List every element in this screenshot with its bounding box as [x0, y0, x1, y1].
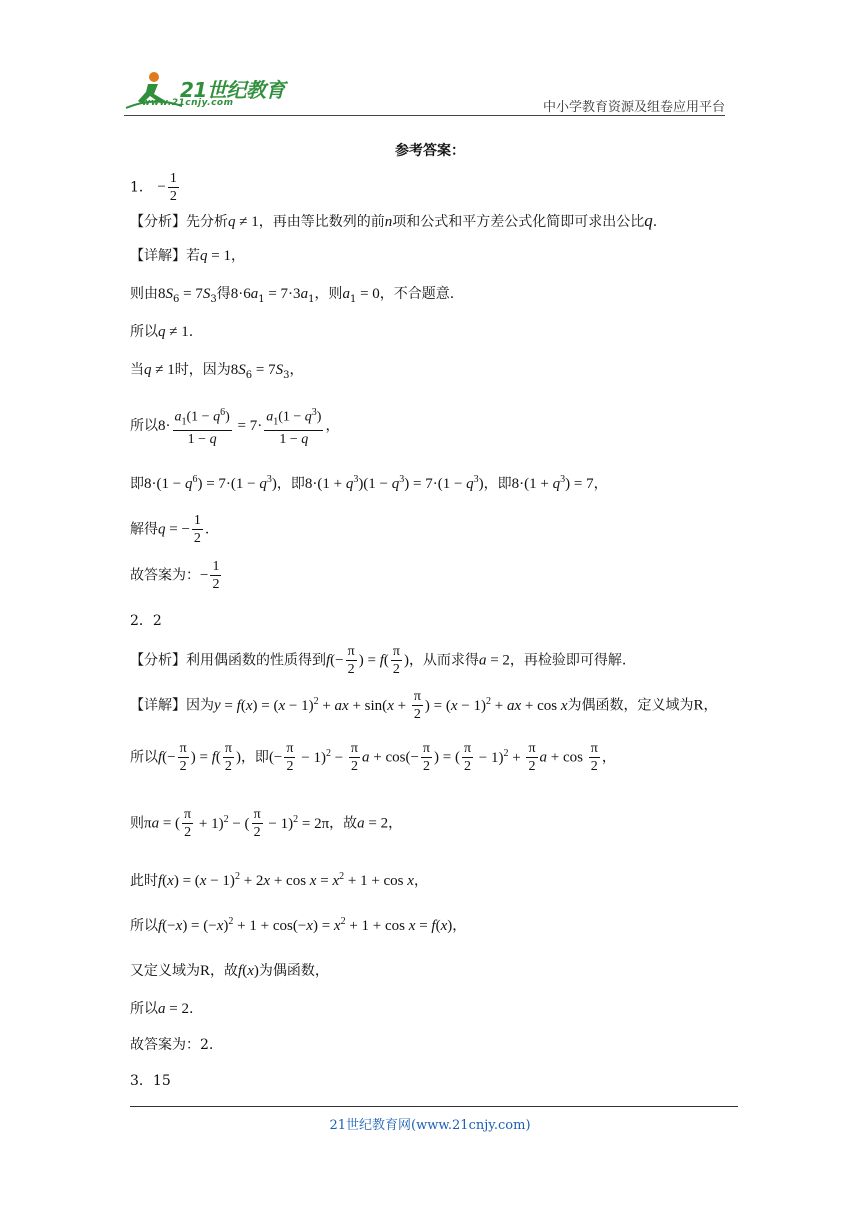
logo-brand: 21世纪教育	[180, 78, 285, 102]
q2-step-5: 所以$f(-x) = (-x)^2 + 1 + \cos(-x) = x^2 + 1 + \cos x = f(x)$，	[130, 916, 467, 934]
q2-step-3: 则πa = ( $\frac{\pi}{2}$ + 1)$^2$ − ( $\frac{\pi}{2}$ − 1)$^2$ = 2π，故a = 2，	[130, 807, 403, 840]
q2-step-4: 此时$f(x) = (x - 1)^2 + 2x + \cos x = x^2 + 1 + \cos x$，	[130, 871, 428, 889]
q2-detail: 【详解】因为$y = f(x) = (x - 1)^2$ + ax + sin(x + $\frac{\pi}{2}$ ) = $(x - 1)^2$ + ax + cos x为偶函数，定义域为R，	[130, 689, 718, 722]
q2-analysis: 【分析】利用偶函数的性质得到f(− $\frac{\pi}{2}$ ) = f( $\frac{\pi}{2}$ )，从而求得a = 2，再检验即可得解.	[130, 644, 627, 677]
q2-final: 故答案为：2.	[130, 1037, 214, 1053]
q1-answer: 1． − $\frac{1}{2}$	[130, 171, 177, 204]
platform-name: 中小学教育资源及组卷应用平台	[542, 100, 725, 115]
q1-step-2: 则由$8S_6 = 7S_3$得$8\cdot 6a_1 = 7\cdot 3a_1$，则$a_1 = 0$，不合题意.	[130, 286, 455, 305]
q1-step-5: 所以8· $\frac{a_1(1 - q^6)}{1 - q}$ = 7· $\frac{a_1(1 - q^3)}{1 - q}$ ，	[130, 404, 339, 448]
q2-step-2: 所以f(− $\frac{\pi}{2}$ ) = f( $\frac{\pi}{2}$ )，即(− $\frac{\pi}{2}$ − 1)$^2$ − $\frac{\pi}{2}$ a + cos(− $\frac{\pi}{2}$ ) = ( $\frac{\pi}{2}$ − 1)$^2$ + $\frac{\pi}{2}$ a + cos $\frac{\pi}{2}$ ，	[130, 741, 616, 774]
q2-step-7: 所以a = 2.	[130, 1001, 194, 1017]
q1-step-7: 解得q = − $\frac{1}{2}$ .	[130, 513, 210, 546]
q3-answer: 3．15	[130, 1073, 171, 1089]
q1-detail: 【详解】若q = 1，	[130, 248, 245, 264]
page-title: 参考答案：	[395, 143, 465, 159]
q1-analysis: 【分析】先分析q ≠ 1，再由等比数列的前n项和公式和平方差公式化简即可求出公比q.	[130, 211, 658, 230]
q2-step-6: 又定义域为R，故f(x)为偶函数，	[130, 963, 329, 979]
q1-step-4: 当q ≠ 1时，因为$8S_6 = 7S_3$，	[130, 362, 304, 381]
logo-url: www.21cnjy.com	[142, 98, 234, 108]
footer-divider	[130, 1106, 738, 1107]
q1-step-3: 所以q ≠ 1.	[130, 324, 194, 340]
footer-link[interactable]: 21世纪教育网(www.21cnjy.com)	[329, 1118, 531, 1133]
q2-answer: 2．2	[130, 613, 162, 629]
q1-final: 故答案为：− $\frac{1}{2}$	[130, 559, 220, 592]
site-logo	[124, 68, 294, 114]
header-divider	[124, 115, 725, 116]
q1-step-6: 即$8\cdot(1 - q^6) = 7\cdot(1 - q^3)$，即$8\cdot(1 + q^3)(1 - q^3) = 7\cdot(1 - q^3)$，即$8\cdot(1 + q^3) = 7$，	[130, 474, 608, 492]
